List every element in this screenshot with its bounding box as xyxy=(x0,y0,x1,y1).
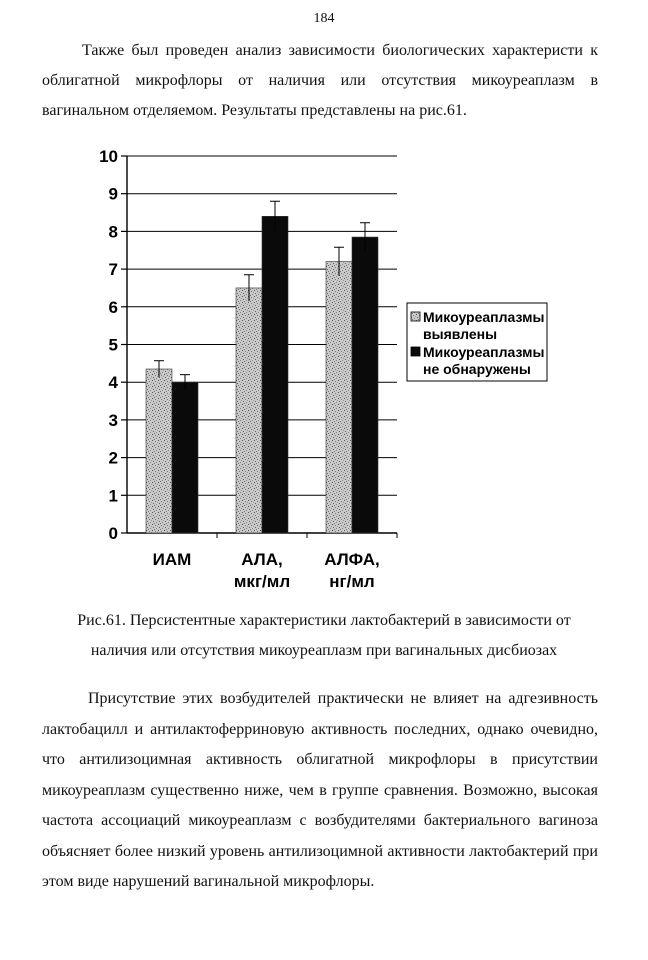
y-tick-label: 9 xyxy=(108,184,118,204)
y-tick-label: 2 xyxy=(108,448,118,468)
legend-swatch xyxy=(411,347,420,356)
y-tick-label: 3 xyxy=(108,410,118,430)
body-paragraph: Присутствие этих возбудителей практически не влияет на адгезивность лактобацилл и антилактоферриновую активность последних, однако очевидно, что антилизоцимная активность облигатной микрофлоры в присутствии микоуреаплазм существенно ниже, чем в группе сравнения. Возможно, высокая частота ассоциаций микоуреаплазм с возбудителями бактериального вагиноза объясняет более низкий уровень антилизоцимной активности лактобактерий при этом виде нарушений вагинальной микрофлоры. xyxy=(42,690,598,890)
category-label: АЛА, xyxy=(241,550,283,569)
legend-label: выявлены xyxy=(423,326,498,342)
bar xyxy=(172,382,198,533)
y-tick-label: 0 xyxy=(108,524,118,543)
bar xyxy=(326,262,352,533)
y-tick-label: 5 xyxy=(108,335,118,355)
y-tick-label: 7 xyxy=(108,260,118,280)
page-number: 184 xyxy=(313,11,335,26)
figure-caption xyxy=(40,606,608,666)
figure-caption-line-1: Рис.61. Персистентные характеристики лактобактерий в зависимости от xyxy=(77,612,571,629)
legend-label: Микоуреаплазмы xyxy=(423,309,545,325)
y-tick-labels xyxy=(99,147,118,543)
category-label: мкг/мл xyxy=(233,572,291,591)
category-label: АЛФА, xyxy=(324,550,380,569)
y-tick-label: 8 xyxy=(108,222,118,242)
bar xyxy=(352,237,378,533)
y-tick-label: 1 xyxy=(108,486,118,506)
y-tick-label: 6 xyxy=(108,297,118,317)
category-label: нг/мл xyxy=(329,572,375,591)
legend-swatch xyxy=(411,312,420,321)
figure-caption-line-2: наличия или отсутствия микоуреаплазм при вагинальных дисбиозах xyxy=(90,642,558,659)
y-tick-label: 10 xyxy=(99,147,118,166)
category-labels xyxy=(153,550,380,591)
bar-chart xyxy=(80,140,550,600)
y-tick-label: 4 xyxy=(108,373,118,393)
legend-label: не обнаружены xyxy=(423,361,531,377)
legend-label: Микоуреаплазмы xyxy=(423,344,545,360)
category-label: ИАМ xyxy=(152,550,192,569)
legend xyxy=(407,303,547,381)
bar xyxy=(262,216,288,533)
bar xyxy=(146,369,172,533)
bar xyxy=(236,288,262,533)
intro-paragraph: Также был проведен анализ зависимости биологических характеристи к облигатной микрофлоры от наличия или отсутствия микоуреаплазм в вагинальном отделяемом. Результаты представлены на рис.61. xyxy=(42,42,598,119)
